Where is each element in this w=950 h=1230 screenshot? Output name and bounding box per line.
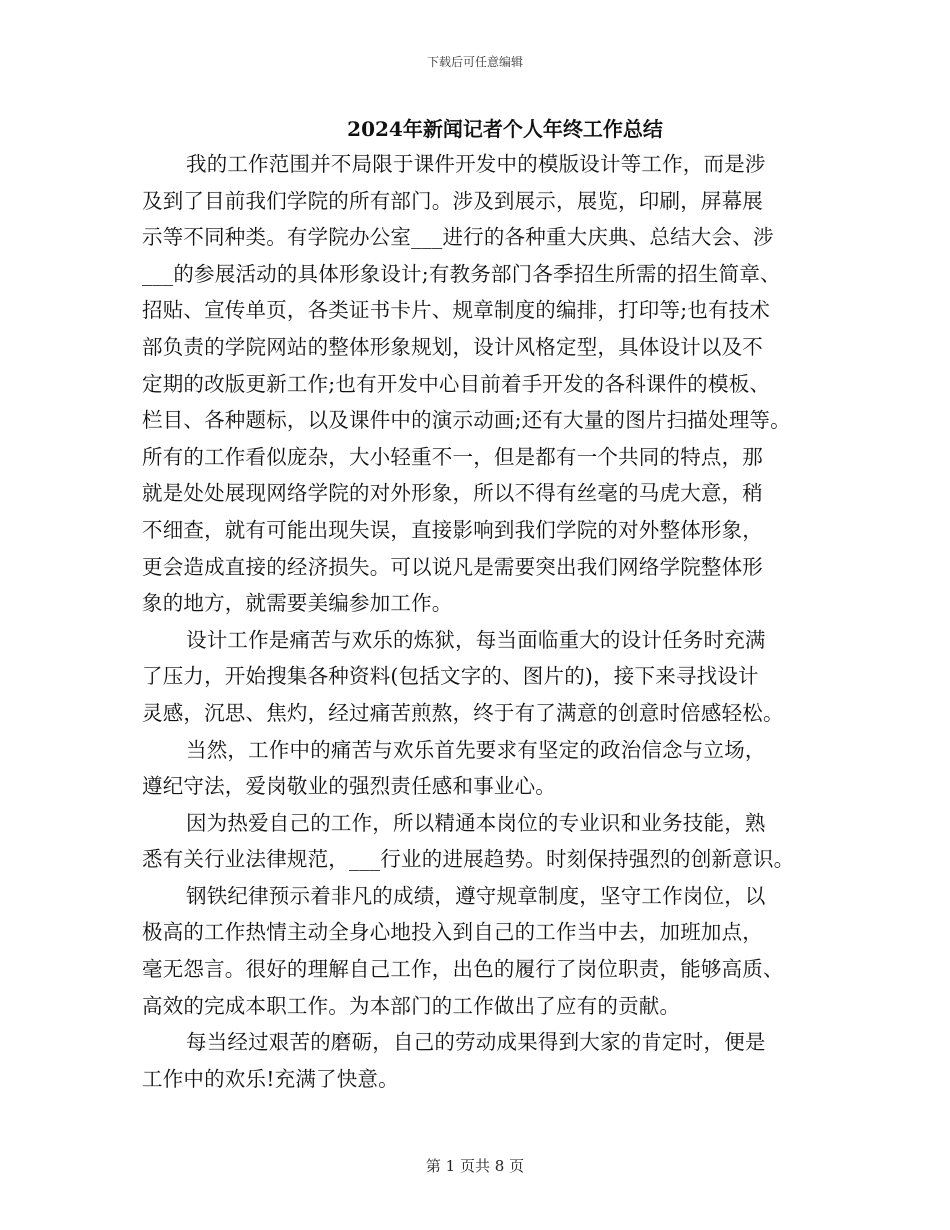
text-line: 工作中的欢乐!充满了快意。	[142, 1066, 399, 1091]
text-line: 栏目、各种题标，以及课件中的演示动画;还有大量的图片扫描处理等。	[142, 408, 791, 433]
text-line: 设计工作是痛苦与欢乐的炼狱，每当面临重大的设计任务时充满	[186, 627, 766, 652]
text-line: 示等不同种类。有学院办公室___进行的各种重大庆典、总结大会、涉	[142, 225, 774, 250]
text-line: 灵感，沉思、焦灼，经过痛苦煎熬，终于有了满意的创意时倍感轻松。	[142, 700, 784, 725]
text-line: 高效的完成本职工作。为本部门的工作做出了应有的贡献。	[142, 993, 681, 1018]
text-line: 及到了目前我们学院的所有部门。涉及到展示，展览，印刷，屏幕展	[142, 188, 763, 213]
page-footer: 第 1 页共 8 页	[425, 1157, 525, 1175]
text-line: 悉有关行业法律规范，___行业的进展趋势。时刻保持强烈的创新意识。	[142, 847, 795, 872]
text-line: 钢铁纪律预示着非凡的成绩，遵守规章制度，坚守工作岗位，以	[186, 883, 766, 908]
text-line: 遵纪守法，爱岗敬业的强烈责任感和事业心。	[142, 774, 556, 799]
document-body	[142, 146, 822, 1097]
text-line: 定期的改版更新工作;也有开发中心目前着手开发的各科课件的模板、	[142, 371, 771, 396]
text-line: 每当经过艰苦的磨砺，自己的劳动成果得到大家的肯定时，便是	[186, 1030, 766, 1055]
text-line: 象的地方，就需要美编参加工作。	[142, 591, 453, 616]
text-line: 就是处处展现网络学院的对外形象，所以不得有丝毫的马虎大意，稍	[142, 481, 763, 506]
text-line: 毫无怨言。很好的理解自己工作，出色的履行了岗位职责，能够高质、	[142, 957, 784, 982]
text-line: 我的工作范围并不局限于课件开发中的模版设计等工作，而是涉	[186, 152, 766, 176]
text-line: 所有的工作看似庞杂，大小轻重不一，但是都有一个共同的特点，那	[142, 444, 763, 469]
text-line: 了压力，开始搜集各种资料(包括文字的、图片的)，接下来寻找设计	[142, 664, 759, 689]
text-line: ___的参展活动的具体形象设计;有教务部门各季招生所需的招生简章、	[142, 261, 781, 286]
text-line: 极高的工作热情主动全身心地投入到自己的工作当中去，加班加点，	[142, 920, 763, 945]
text-line: 因为热爱自己的工作，所以精通本岗位的专业识和业务技能，熟	[186, 810, 766, 835]
header-note: 下载后可任意编辑	[426, 55, 523, 69]
text-line: 不细查，就有可能出现失误，直接影响到我们学院的对外整体形象，	[142, 517, 763, 542]
text-line: 当然，工作中的痛苦与欢乐首先要求有坚定的政治信念与立场，	[186, 737, 766, 762]
text-line: 招贴、宣传单页，各类证书卡片、规章制度的编排，打印等;也有技术	[142, 298, 771, 323]
text-line: 更会造成直接的经济损失。可以说凡是需要突出我们网络学院整体形	[142, 554, 763, 579]
text-line: 部负责的学院网站的整体形象规划，设计风格定型，具体设计以及不	[142, 334, 763, 359]
document-title: 2024年新闻记者个人年终工作总结	[347, 117, 663, 141]
